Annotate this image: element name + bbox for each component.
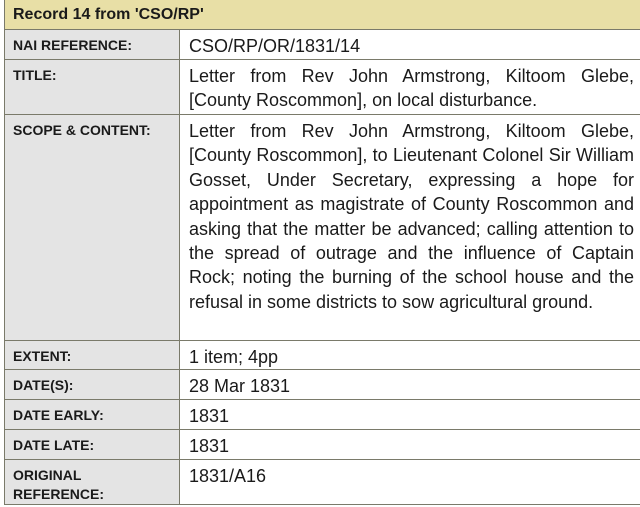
title-value: Letter from Rev John Armstrong, Kiltoom Glebe, [County Roscommon], on local disturbance. bbox=[180, 60, 640, 114]
record-title: Record 14 from 'CSO/RP' bbox=[13, 5, 204, 23]
title-label: TITLE: bbox=[5, 60, 180, 114]
row-dates bbox=[5, 370, 640, 400]
record-header bbox=[5, 0, 640, 30]
scope-content-label: SCOPE & CONTENT: bbox=[5, 115, 180, 340]
date-early-label: DATE EARLY: bbox=[5, 400, 180, 429]
nai-reference-value: CSO/RP/OR/1831/14 bbox=[180, 30, 640, 59]
original-reference-value: 1831/A16 bbox=[180, 460, 640, 504]
row-extent bbox=[5, 341, 640, 370]
row-title bbox=[5, 60, 640, 115]
date-late-label: DATE LATE: bbox=[5, 430, 180, 459]
row-original-reference bbox=[5, 460, 640, 504]
scope-content-value: Letter from Rev John Armstrong, Kiltoom Glebe, [County Roscommon], to Lieutenant Colonel Sir William Gosset, Under Secretary, expressing a hope for appointment as magistrate of County Roscommon and asking that the matter be advanced; calling attention to the spread of outrage and the influence of Captain Rock; noting the burning of the school house and the refusal in some districts to sow agricultural ground. bbox=[180, 115, 640, 340]
original-reference-label: ORIGINAL REFERENCE: bbox=[5, 460, 180, 504]
dates-label: DATE(S): bbox=[5, 370, 180, 399]
extent-value: 1 item; 4pp bbox=[180, 341, 640, 369]
row-scope-content bbox=[5, 115, 640, 341]
dates-value: 28 Mar 1831 bbox=[180, 370, 640, 399]
row-nai-reference bbox=[5, 30, 640, 60]
date-early-value: 1831 bbox=[180, 400, 640, 429]
row-date-late bbox=[5, 430, 640, 460]
record-table bbox=[4, 0, 640, 505]
date-late-value: 1831 bbox=[180, 430, 640, 459]
nai-reference-label: NAI REFERENCE: bbox=[5, 30, 180, 59]
row-date-early bbox=[5, 400, 640, 430]
extent-label: EXTENT: bbox=[5, 341, 180, 369]
